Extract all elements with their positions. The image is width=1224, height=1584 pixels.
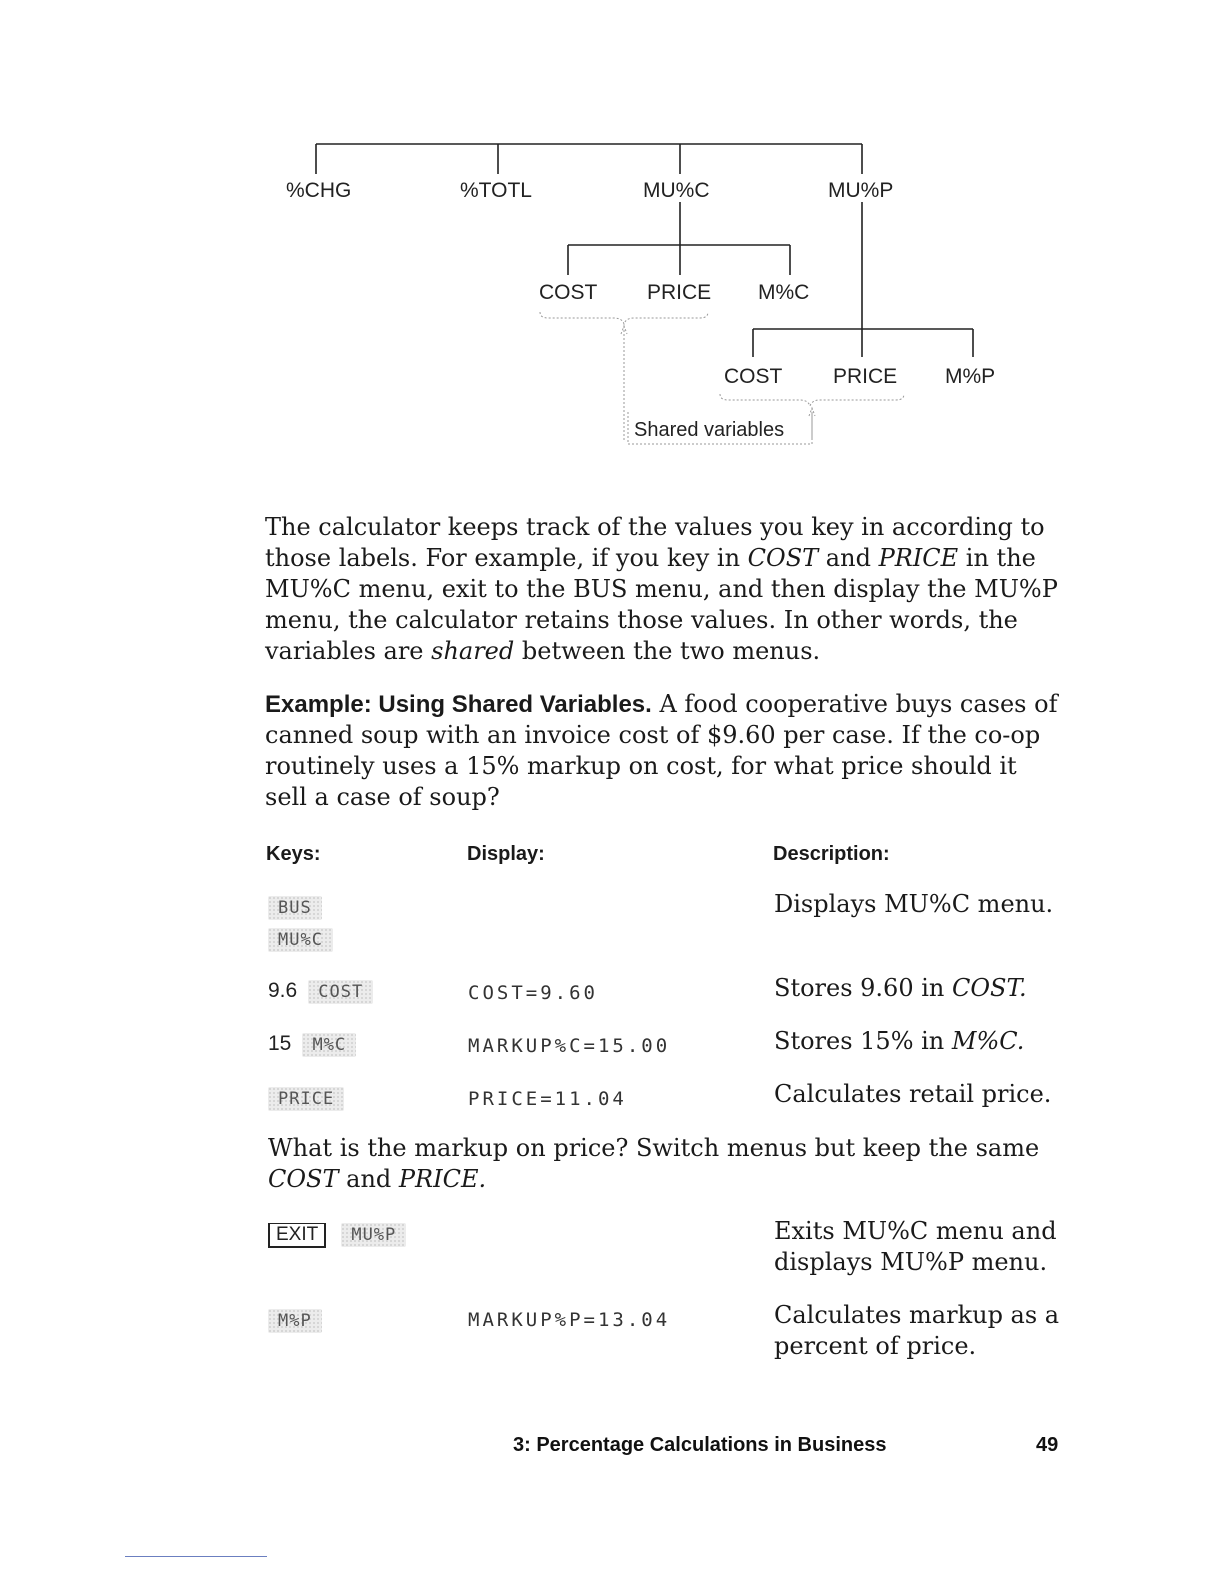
menu-tree-lines — [0, 0, 1224, 470]
node-mu-pct-c: MU%C — [643, 179, 710, 202]
example-paragraph — [265, 689, 1065, 813]
node-muc-m-pct-c: M%C — [758, 281, 810, 304]
question-cost: COST — [268, 1165, 339, 1193]
softkey-bus[interactable]: BUS — [268, 896, 322, 920]
question-text-1: What is the markup on price? Switch menus but keep the same — [268, 1134, 1040, 1162]
softkey-m-pct-c[interactable]: M%C — [302, 1033, 356, 1057]
exit-key[interactable]: EXIT — [268, 1223, 326, 1248]
intro-paragraph — [265, 512, 1065, 667]
desc-row-3 — [774, 1026, 1074, 1057]
softkey-mu-pct-c[interactable]: MU%C — [268, 928, 333, 952]
desc-row-3-var: M%C. — [951, 1027, 1025, 1055]
intro-and-word: and — [818, 544, 879, 572]
desc-row-2-var: COST. — [951, 974, 1027, 1002]
page-number: 49 — [1036, 1434, 1059, 1456]
node-mup-price: PRICE — [833, 365, 898, 388]
key-row-2 — [268, 979, 373, 1004]
key-row-1b — [268, 928, 333, 952]
softkey-m-pct-p[interactable]: M%P — [268, 1309, 322, 1333]
intro-cost-word: COST — [747, 544, 819, 572]
node-mup-m-pct-p: M%P — [945, 365, 996, 388]
desc-row-4: Calculates retail price. — [774, 1080, 1052, 1108]
softkey-cost[interactable]: COST — [308, 980, 373, 1004]
question-paragraph — [268, 1133, 1068, 1195]
desc-row-3-text: Stores 15% in — [774, 1027, 952, 1055]
node-mup-cost: COST — [724, 365, 783, 388]
node-muc-cost: COST — [539, 281, 598, 304]
desc-row-5: Exits MU%C menu and displays MU%P menu. — [774, 1217, 1057, 1276]
key-row-4 — [268, 1087, 344, 1111]
display-row-3: MARKUP%C=15.00 — [468, 1035, 671, 1057]
question-price: PRICE. — [398, 1165, 487, 1193]
node-pct-chg: %CHG — [286, 179, 352, 202]
example-title: Example: Using Shared Variables. — [265, 691, 652, 718]
intro-text-1: The calculator keeps track of the values you key in according to those labels. For example, if you key in — [265, 513, 1045, 572]
key-number-15: 15 — [268, 1032, 292, 1055]
softkey-price[interactable]: PRICE — [268, 1087, 344, 1111]
intro-text-2: in the MU%C menu, exit to the BUS menu, and then display the MU%P menu, the calculator retains those values. In other words, the variables are — [265, 544, 1058, 665]
intro-price-word: PRICE — [878, 544, 959, 572]
key-row-3 — [268, 1032, 356, 1057]
footer-chapter: 3: Percentage Calculations in Business — [513, 1434, 887, 1456]
display-row-4: PRICE=11.04 — [468, 1088, 627, 1110]
question-text-2: and — [338, 1165, 399, 1193]
shared-variables-label: Shared variables — [634, 419, 785, 441]
intro-shared-word: shared — [431, 637, 515, 665]
desc-row-2-text: Stores 9.60 in — [774, 974, 952, 1002]
node-pct-totl: %TOTL — [460, 179, 532, 202]
header-display: Display: — [467, 843, 545, 865]
softkey-mu-pct-p[interactable]: MU%P — [341, 1223, 406, 1247]
bottom-rule — [125, 1556, 267, 1557]
header-description: Description: — [773, 843, 890, 865]
key-number-9-6: 9.6 — [268, 979, 298, 1002]
header-keys: Keys: — [266, 843, 321, 865]
key-row-1 — [268, 896, 322, 920]
key-row-5 — [268, 1223, 406, 1248]
intro-text-3: between the two menus. — [514, 637, 821, 665]
node-mu-pct-p: MU%P — [828, 179, 894, 202]
desc-row-1: Displays MU%C menu. — [774, 890, 1054, 918]
display-row-2: COST=9.60 — [468, 982, 598, 1004]
display-row-6: MARKUP%P=13.04 — [468, 1309, 671, 1331]
node-muc-price: PRICE — [647, 281, 712, 304]
key-row-6 — [268, 1309, 322, 1333]
example-text: A food cooperative buys cases of canned soup with an invoice cost of $9.60 per case. If the co-op routinely uses a 15% markup on cost, for what price should it sell a case of soup? — [265, 690, 1058, 811]
desc-row-6: Calculates markup as a percent of price. — [774, 1301, 1060, 1360]
desc-row-2 — [774, 973, 1074, 1004]
